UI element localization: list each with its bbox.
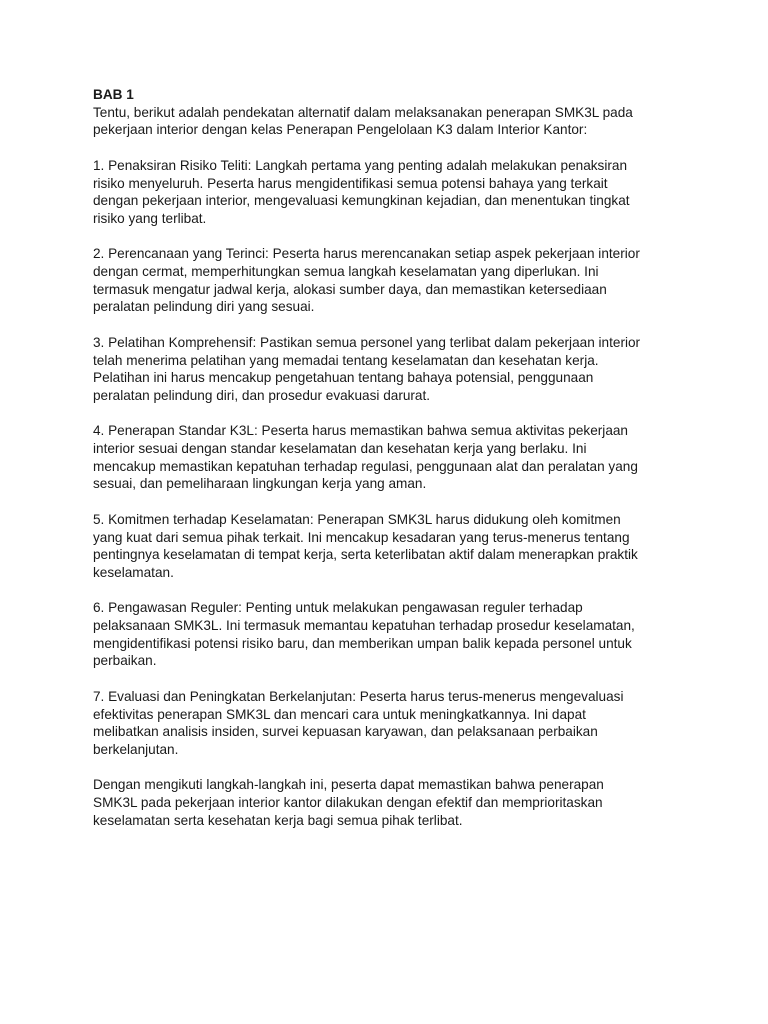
text-line: 5. Komitmen terhadap Keselamatan: Penerapan SMK3L harus didukung oleh komitmen	[93, 511, 621, 527]
document-body	[93, 104, 683, 830]
text-line: peralatan pelindung diri yang sesuai.	[93, 299, 315, 315]
text-line: mengidentifikasi potensi risiko baru, dan memberikan umpan balik kepada personel untuk	[93, 635, 632, 651]
document-page	[93, 86, 683, 847]
text-line: 3. Pelatihan Komprehensif: Pastikan semua personel yang terlibat dalam pekerjaan interior	[93, 334, 641, 350]
text-line: mencakup memastikan kepatuhan terhadap regulasi, penggunaan alat dan peralatan yang	[93, 458, 638, 474]
text-line: efektivitas penerapan SMK3L dan mencari cara untuk meningkatkannya. Ini dapat	[93, 706, 586, 722]
text-line: 2. Perencanaan yang Terinci: Peserta harus merencanakan setiap aspek pekerjaan interior	[93, 246, 640, 262]
text-line: Tentu, berikut adalah pendekatan alternatif dalam melaksanakan penerapan SMK3L pada	[93, 104, 633, 120]
step-paragraph	[93, 422, 683, 493]
text-line: peralatan pelindung diri, dan prosedur evakuasi darurat.	[93, 387, 431, 403]
text-line: Pelatihan ini harus mencakup pengetahuan tentang bahaya potensial, penggunaan	[93, 370, 594, 386]
text-line: telah menerima pelatihan yang memadai tentang keselamatan dan kesehatan kerja.	[93, 352, 599, 368]
text-line: sesuai, dan pemeliharaan lingkungan kerja yang aman.	[93, 476, 427, 492]
text-line: pentingnya keselamatan di tempat kerja, serta keterlibatan aktif dalam menerapkan praktik	[93, 547, 638, 563]
text-line: pekerjaan interior dengan kelas Penerapan Pengelolaan K3 dalam Interior Kantor:	[93, 122, 588, 138]
text-line: keselamatan.	[93, 564, 174, 580]
step-paragraph	[93, 334, 683, 405]
text-line: pelaksanaan SMK3L. Ini termasuk memantau kepatuhan terhadap prosedur keselamatan,	[93, 618, 635, 633]
text-line: melibatkan analisis insiden, survei kepuasan karyawan, dan pelaksanaan perbaikan	[93, 724, 598, 740]
text-line: 4. Penerapan Standar K3L: Peserta harus memastikan bahwa semua aktivitas pekerjaan	[93, 423, 628, 439]
text-line: dengan cermat, memperhitungkan semua langkah keselamatan yang diperlukan. Ini	[93, 264, 599, 279]
text-line: keselamatan serta kesehatan kerja bagi semua pihak terlibat.	[93, 812, 463, 828]
step-paragraph	[93, 245, 683, 316]
chapter-heading: BAB 1	[93, 87, 134, 102]
conclusion-paragraph	[93, 776, 683, 829]
text-line: berkelanjutan.	[93, 741, 179, 757]
intro-paragraph	[93, 104, 683, 139]
text-line: dengan pekerjaan interior, mengevaluasi kemungkinan kejadian, dan menentukan tingkat	[93, 193, 630, 209]
text-line: risiko menyeluruh. Peserta harus mengidentifikasi semua potensi bahaya yang terkait	[93, 175, 608, 191]
text-line: interior sesuai dengan standar keselamatan dan kesehatan kerja yang berlaku. Ini	[93, 441, 587, 456]
text-line: risiko yang terlibat.	[93, 210, 207, 226]
step-paragraph	[93, 599, 683, 670]
text-line: termasuk mengatur jadwal kerja, alokasi sumber daya, dan memastikan ketersediaan	[93, 281, 607, 297]
text-line: 6. Pengawasan Reguler: Penting untuk melakukan pengawasan reguler terhadap	[93, 600, 583, 616]
text-line: yang kuat dari semua pihak terkait. Ini mencakup kesadaran yang terus-menerus tentang	[93, 529, 630, 545]
step-paragraph	[93, 688, 683, 759]
text-line: SMK3L pada pekerjaan interior kantor dilakukan dengan efektif dan memprioritaskan	[93, 795, 603, 810]
step-paragraph	[93, 511, 683, 582]
step-paragraph	[93, 157, 683, 228]
text-line: 7. Evaluasi dan Peningkatan Berkelanjutan: Peserta harus terus-menerus mengevaluasi	[93, 688, 624, 704]
text-line: 1. Penaksiran Risiko Teliti: Langkah pertama yang penting adalah melakukan penaksiran	[93, 157, 628, 173]
text-line: Dengan mengikuti langkah-langkah ini, peserta dapat memastikan bahwa penerapan	[93, 777, 604, 793]
text-line: perbaikan.	[93, 653, 157, 669]
